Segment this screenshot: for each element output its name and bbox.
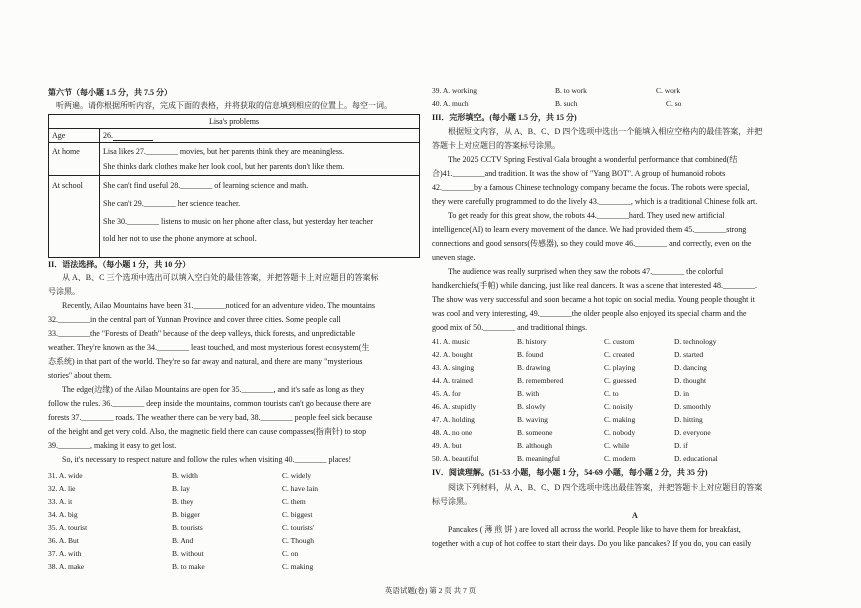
option-a[interactable]: 35. A. tourist [48, 523, 88, 532]
table-row-school [49, 175, 419, 257]
cloze-para-line: To get ready for this great show, the robots 44.________hard. They used new artificial [448, 211, 725, 220]
cloze-para-line: uneven stage. [432, 253, 476, 262]
option-d[interactable]: D. if [674, 441, 688, 450]
cloze-para-line: 42.________by a famous Chinese technology company became the focus. The robots were special, [432, 183, 750, 192]
age-label: Age [52, 131, 66, 140]
section4-title: IV．阅读理解。(51-53 小题，每小题 1 分，54-69 小题，每小题 2 分，共 35 分) [432, 468, 708, 477]
cloze-para-line: handkerchiefs(手帕) while dancing, just like real dancers. It was a scene that interested 48.________. [432, 281, 758, 290]
option-a[interactable]: 37. A. with [48, 549, 82, 558]
section2-instructions-1: 从 A、B、C 三个选项中选出可以填入空白处的最佳答案，并把答题卡上对应题目的答案标 [62, 273, 379, 282]
grammar-para-line: follow the rules. 36.________ deep inside the mountains, common tourists can't go because there are [48, 399, 371, 408]
option-c[interactable]: C. custom [604, 337, 635, 346]
option-b[interactable]: B. remembered [517, 376, 564, 385]
option-c[interactable]: C. tourists' [282, 523, 315, 532]
option-c[interactable]: C. noisily [604, 402, 634, 411]
option-d[interactable]: D. hitting [674, 415, 703, 424]
option-b[interactable]: B. with [517, 389, 540, 398]
school-line-1: She can't find useful 28.________ of learning science and math. [103, 181, 309, 190]
cloze-para-line: The show was very successful and soon became a hot topic on social media. Young people thought it [432, 295, 755, 304]
home-line-1: Lisa likes 27.________ movies, but her parents think they are meaningless. [103, 147, 345, 156]
age-value: 26. [103, 131, 113, 140]
option-a[interactable]: 44. A. trained [432, 376, 473, 385]
option-a[interactable]: 31. A. wide [48, 471, 83, 480]
table-title: Lisa's problems [208, 117, 260, 126]
option-c[interactable]: C. modern [604, 454, 636, 463]
option-a[interactable]: 39. A. working [432, 86, 477, 95]
option-b[interactable]: B. slowly [517, 402, 546, 411]
passage-line: together with a cup of hot coffee to start their days. Do you like pancakes? If you do, you can easily [432, 539, 752, 548]
option-a[interactable]: 50. A. beautiful [432, 454, 479, 463]
grammar-para-line: of the height and get very cold. Also, the magnetic field there can cause compasses(指南针) to stop [48, 427, 367, 436]
option-c[interactable]: C. work [656, 86, 681, 95]
grammar-para-line: 32.________in the central part of Yunnan Province and cover three cities. Some people call [48, 315, 341, 324]
option-c[interactable]: C. biggest [282, 510, 313, 519]
option-c[interactable]: C. Though [282, 536, 314, 545]
option-a[interactable]: 49. A. but [432, 441, 462, 450]
page-footer: 英语试题(卷) 第 2 页 共 7 页 [384, 586, 477, 595]
option-b[interactable]: B. although [517, 441, 552, 450]
option-d[interactable]: D. technology [674, 337, 717, 346]
option-d[interactable]: D. thought [674, 376, 707, 385]
option-b[interactable]: B. found [517, 350, 544, 359]
section4-instructions-2: 标号涂黑。 [432, 497, 472, 506]
option-b[interactable]: B. someone [517, 428, 553, 437]
option-a[interactable]: 38. A. make [48, 562, 85, 571]
option-d[interactable]: D. dancing [674, 363, 707, 372]
option-c[interactable]: C. created [604, 350, 635, 359]
cloze-para-line: The audience was really surprised when they saw the robots 47.________ the colorful [448, 267, 724, 276]
option-c[interactable]: C. so [666, 99, 682, 108]
option-b[interactable]: B. without [172, 549, 204, 558]
cloze-para-line: they were carefully programmed to do the lively 43.________, which is a traditional Chinese folk art. [432, 197, 758, 206]
cloze-para-line: The 2025 CCTV Spring Festival Gala brought a wonderful performance that combined(结 [448, 155, 738, 164]
option-c[interactable]: C. playing [604, 363, 636, 372]
section2-title: II．语法选择。（每小题 1 分，共 10 分） [48, 260, 191, 269]
cloze-para-line: good mix of 50.________ and traditional things. [432, 323, 588, 332]
option-b[interactable]: B. And [172, 536, 194, 545]
option-b[interactable]: B. waving [517, 415, 548, 424]
passage-line: Pancakes ( 薄 煎 饼 ) are loved all across the world. People like to have them for breakfast, [448, 525, 741, 534]
option-a[interactable]: 47. A. holding [432, 415, 475, 424]
option-d[interactable]: D. educational [674, 454, 718, 463]
option-d[interactable]: D. in [674, 389, 689, 398]
home-line-2: She thinks dark clothes make her look cool, but her parents don't like them. [103, 162, 345, 171]
option-b[interactable]: B. drawing [517, 363, 551, 372]
cloze-para-line: connections and good sensors(传感器), so they could move 46.________ and correctly, even on the [432, 239, 752, 248]
grammar-para-line: 33.________the "Forests of Death" because of the deep valleys, thick forests, and unpredictable [48, 329, 356, 338]
school-line-2: She can't 29.________ her science teacher. [103, 199, 241, 208]
grammar-para-line: The edge(边缘) of the Ailao Mountains are open for 35.________, and it's safe as long as they [62, 385, 365, 394]
option-d[interactable]: D. everyone [674, 428, 711, 437]
grammar-para-line: forests 37.________ roads. The weather there can be very bad, 38.________ people feel sick because [48, 413, 373, 422]
option-c[interactable]: C. on [282, 549, 299, 558]
school-line-4: told her not to use the phone anymore at school. [103, 234, 257, 243]
option-b[interactable]: B. to work [555, 86, 587, 95]
grammar-para-line: weather. They're known as the 34.________ least touched, and most mysterious forest ecosystem(生 [48, 343, 370, 352]
option-a[interactable]: 40. A. much [432, 99, 469, 108]
school-line-3: She 30.________ listens to music on her phone after class, but yesterday her teacher [103, 217, 373, 226]
option-c[interactable]: C. have lain [282, 484, 319, 493]
option-b[interactable]: B. bigger [172, 510, 200, 519]
option-a[interactable]: 48. A. no one [432, 428, 473, 437]
option-a[interactable]: 43. A. singing [432, 363, 475, 372]
cloze-para-line: 合)41.________and tradition. It was the show of "Yang BOT". A group of humanoid robots [432, 169, 726, 178]
option-a[interactable]: 32. A. lie [48, 484, 76, 493]
option-a[interactable]: 41. A. music [432, 337, 470, 346]
cloze-para-line: intelligence(AI) to learn every movement of the dance. We had provided them 45.________strong [432, 225, 747, 234]
option-c[interactable]: C. widely [282, 471, 312, 480]
option-c[interactable]: C. to [604, 389, 619, 398]
option-d[interactable]: D. started [674, 350, 704, 359]
option-a[interactable]: 36. A. But [48, 536, 79, 545]
section3-instructions-1: 根据短文内容，从 A、B、C、D 四个选项中选出一个能填入相应空格内的最佳答案，并把 [448, 127, 763, 136]
section3-instructions-2: 答题卡上对应题目的答案标号涂黑。 [432, 141, 560, 150]
option-b[interactable]: B. width [172, 471, 198, 480]
option-b[interactable]: B. history [517, 337, 547, 346]
home-label: At home [52, 147, 80, 156]
section2-instructions-2: 号涂黑。 [48, 287, 80, 296]
option-b[interactable]: B. they [172, 497, 194, 506]
passage-label: A [632, 511, 638, 520]
section6-title: 第六节（每小题 1.5 分，共 7.5 分） [48, 88, 172, 97]
lisa-problems-table [48, 114, 420, 258]
option-c[interactable]: C. making [282, 562, 314, 571]
answer-blank [113, 140, 153, 141]
table-row-home [49, 142, 419, 176]
section3-title: III．完形填空。(每小题 1.5 分，共 15 分) [432, 113, 577, 122]
option-a[interactable]: 33. A. it [48, 497, 73, 506]
option-b[interactable]: B. tourists [172, 523, 203, 532]
option-b[interactable]: B. to make [172, 562, 205, 571]
option-b[interactable]: B. such [555, 99, 578, 108]
table-row-age [49, 128, 419, 143]
option-a[interactable]: 34. A. big [48, 510, 78, 519]
grammar-para-line: So, it's necessary to respect nature and follow the rules when visiting 40.________ places! [62, 455, 352, 464]
section4-instructions-1: 阅读下列材料，从 A、B、C、D 四个选项中选出最佳答案，并把答题卡上对应题目的答案 [448, 483, 763, 492]
cloze-para-line: was cool and very interesting, 49.________the older people also enjoyed its special charm and the [432, 309, 747, 318]
grammar-para-line: stories" about them. [48, 371, 112, 380]
option-c[interactable]: C. them [282, 497, 306, 506]
option-c[interactable]: C. while [604, 441, 630, 450]
option-a[interactable]: 46. A. stupidly [432, 402, 477, 411]
option-d[interactable]: D. smoothly [674, 402, 712, 411]
option-b[interactable]: B. lay [172, 484, 190, 493]
option-b[interactable]: B. meaningful [517, 454, 560, 463]
option-c[interactable]: C. nobody [604, 428, 636, 437]
option-a[interactable]: 42. A. bought [432, 350, 473, 359]
school-label: At school [52, 181, 83, 190]
option-a[interactable]: 45. A. for [432, 389, 461, 398]
option-c[interactable]: C. guessed [604, 376, 637, 385]
option-c[interactable]: C. making [604, 415, 636, 424]
grammar-para-line: 39.________, making it easy to get lost. [48, 441, 177, 450]
section6-instructions: 听两遍。请你根据所听内容，完成下面的表格，并将获取的信息填到相应的位置上。每空一词。 [56, 101, 392, 110]
grammar-para-line: Recently, Ailao Mountains have been 31.________noticed for an adventure video. The mountains [62, 301, 376, 310]
grammar-para-line: 态系统) in that part of the world. They're so far away and natural, and there are many "mysterious [48, 357, 363, 366]
